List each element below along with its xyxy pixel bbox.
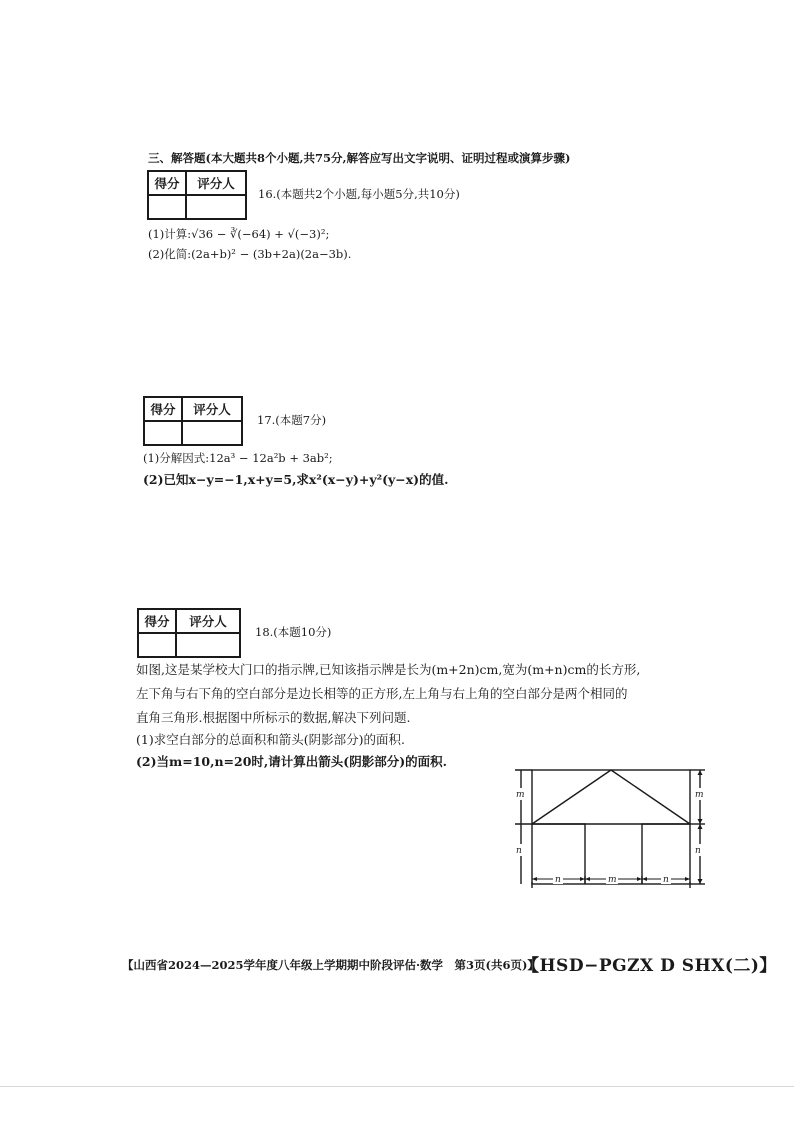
label-right-m: m: [695, 790, 704, 800]
q18-text-line2: 左下角与右下角的空白部分是边长相等的正方形,左上角与右上角的空白部分是两个相同的: [136, 686, 628, 701]
q18-text-line3: 直角三角形.根据图中所标示的数据,解决下列问题.: [136, 710, 411, 725]
label-bottom-m: m: [608, 875, 617, 885]
score-box-16: [147, 170, 247, 220]
score-cell: [148, 195, 186, 219]
footer-source: 【山西省2024—2025学年度八年级上学期期中阶段评估·数学 第3页(共6页)】: [122, 958, 539, 972]
q18-text-line1: 如图,这是某学校大门口的指示牌,已知该指示牌是长为(m+2n)cm,宽为(m+n)cm的长方形,: [136, 662, 641, 677]
grader-label: 评分人: [182, 397, 242, 421]
footer-code: 【HSD−PGZX D SHX(二)】: [522, 956, 777, 976]
grader-cell: [176, 633, 240, 657]
score-label: 得分: [148, 171, 186, 195]
label-bottom-n-right: n: [663, 875, 669, 885]
q16-part2: (2)化简:(2a+b)² − (3b+2a)(2a−3b).: [148, 247, 352, 261]
grader-label: 评分人: [186, 171, 246, 195]
page-bottom-edge: [0, 1086, 794, 1087]
score-box-18: [137, 608, 241, 658]
score-label: 得分: [138, 609, 176, 633]
label-bottom-n-left: n: [555, 875, 561, 885]
q17-part1: (1)分解因式:12a³ − 12a²b + 3ab²;: [143, 451, 333, 465]
score-label: 得分: [144, 397, 182, 421]
grader-label: 评分人: [176, 609, 240, 633]
left-diagonal: [532, 770, 611, 824]
grader-cell: [186, 195, 246, 219]
grader-cell: [182, 421, 242, 445]
q17-title: 17.(本题7分): [257, 413, 327, 427]
score-cell: [144, 421, 182, 445]
right-diagonal: [611, 770, 690, 824]
label-right-n: n: [695, 846, 701, 856]
q18-part2: (2)当m=10,n=20时,请计算出箭头(阴影部分)的面积.: [136, 754, 447, 769]
q16-title: 16.(本题共2个小题,每小题5分,共10分): [258, 187, 460, 201]
q18-part1: (1)求空白部分的总面积和箭头(阴影部分)的面积.: [136, 732, 405, 747]
q18-title: 18.(本题10分): [255, 625, 332, 639]
label-left-n: n: [516, 846, 522, 856]
section-heading: 三、解答题(本大题共8个小题,共75分,解答应写出文字说明、证明过程或演算步骤): [148, 151, 571, 165]
score-box-17: [143, 396, 243, 446]
sign-outer-rect: [532, 770, 690, 884]
signboard-figure: [505, 764, 720, 894]
q17-part2: (2)已知x−y=−1,x+y=5,求x²(x−y)+y²(y−x)的值.: [143, 472, 449, 487]
label-left-m: m: [516, 790, 525, 800]
q16-part1: (1)计算:√36 − ∛(−64) + √(−3)²;: [148, 227, 330, 241]
score-cell: [138, 633, 176, 657]
